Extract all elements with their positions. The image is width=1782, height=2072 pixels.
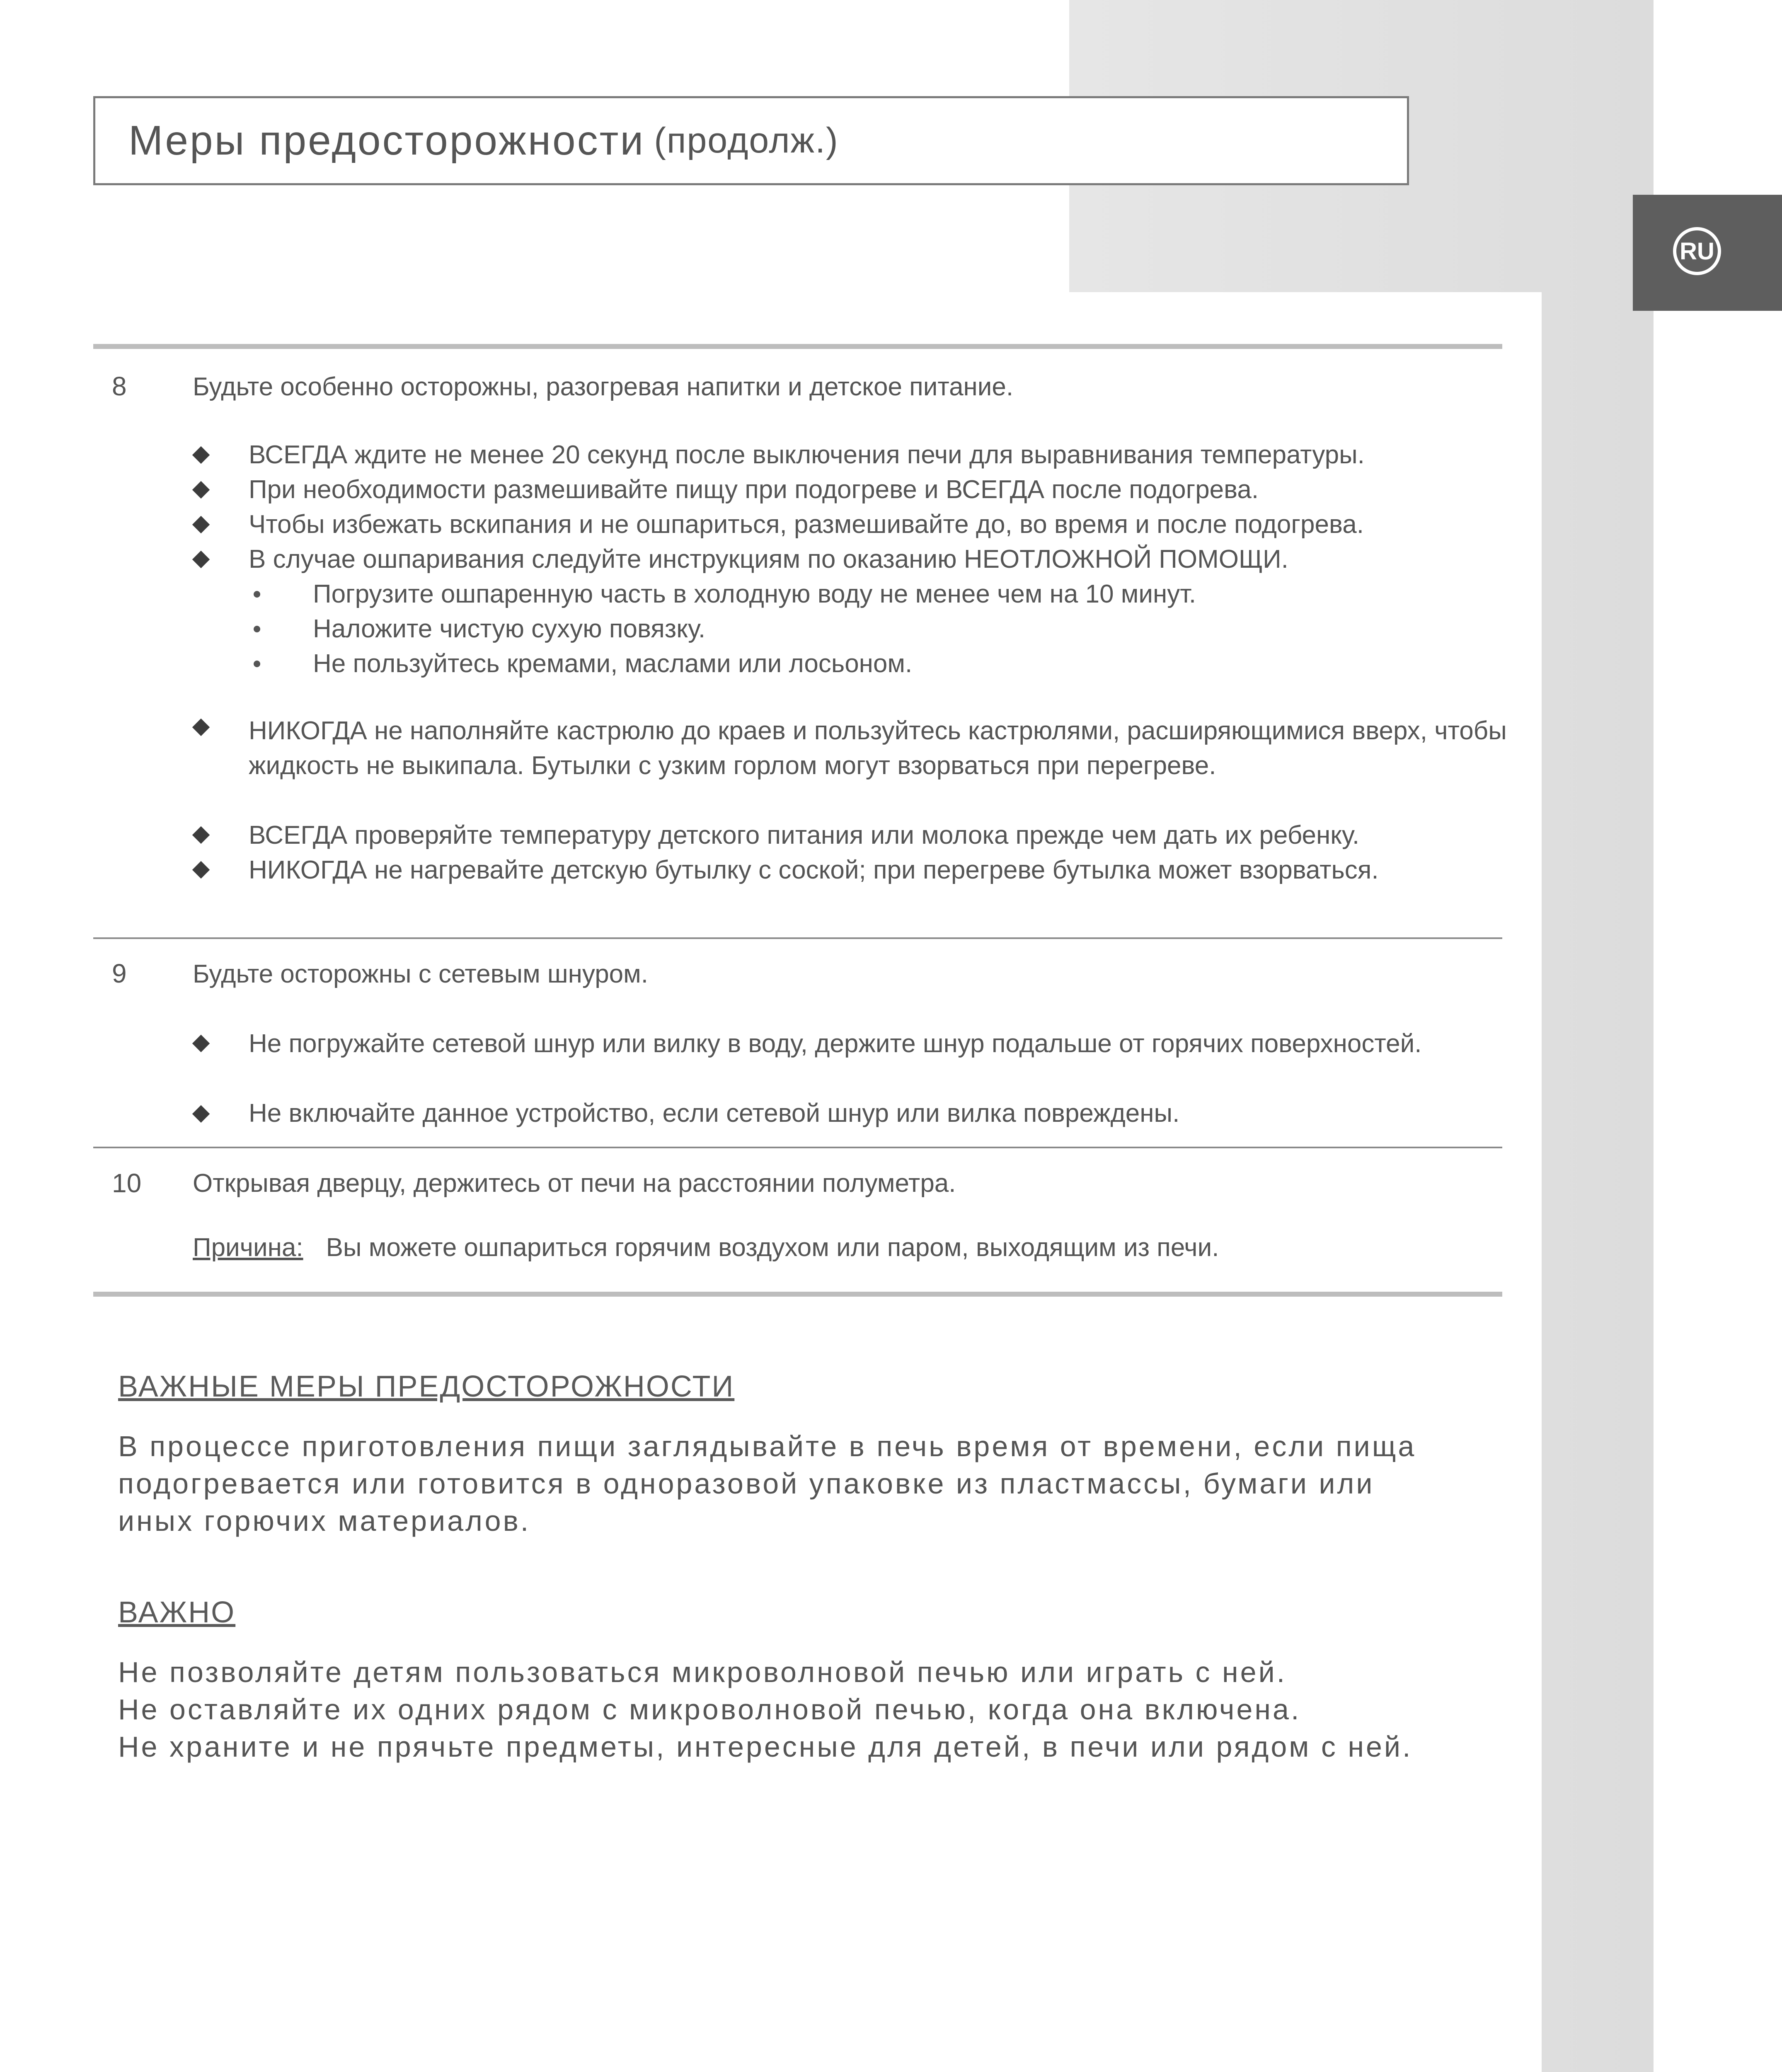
important-precautions-heading: ВАЖНЫЕ МЕРЫ ПРЕДОСТОРОЖНОСТИ: [118, 1370, 735, 1403]
diamond-bullet-icon: [192, 861, 210, 879]
diamond-bullet-icon: [192, 826, 210, 844]
important-line-3: Не храните и не прячьте предметы, интересные для детей, в печи или рядом с ней.: [118, 1731, 1413, 1763]
item-8-bullet-6: ВСЕГДА проверяйте температуру детского питания или молока прежде чем дать их ребенку.: [249, 821, 1360, 850]
diamond-bullet-icon: [192, 1035, 210, 1052]
item-8-sub-bullet-3: Не пользуйтесь кремами, маслами или лосьоном.: [313, 649, 913, 678]
item-10-reason: [193, 1233, 1219, 1262]
item-divider: [93, 1147, 1502, 1148]
diamond-bullet-icon: [192, 516, 210, 533]
reason-text: Вы можете ошпариться горячим воздухом или паром, выходящим из печи.: [326, 1233, 1219, 1262]
important-precautions-line-2: подогревается или готовится в одноразовой упаковке из пластмассы, бумаги или: [118, 1467, 1375, 1500]
important-line-1: Не позволяйте детям пользоваться микроволновой печью или играть с ней.: [118, 1656, 1287, 1688]
item-10-lead: Открывая дверцу, держитесь от печи на расстоянии полуметра.: [193, 1169, 956, 1198]
item-8-bullet-7: НИКОГДА не нагревайте детскую бутылку с соской; при перегреве бутылка может взорваться.: [249, 856, 1379, 884]
dot-bullet-icon: [254, 661, 260, 667]
item-8-sub-bullet-2: Наложите чистую сухую повязку.: [313, 615, 706, 643]
item-9-bullet-2: Не включайте данное устройство, если сетевой шнур или вилка повреждены.: [249, 1099, 1180, 1128]
section-top-rule: [93, 344, 1502, 349]
item-8-lead: Будьте особенно осторожны, разогревая напитки и детское питание.: [193, 373, 1014, 401]
diamond-bullet-icon: [192, 719, 210, 736]
page-title: Меры предосторожности: [128, 117, 645, 164]
diamond-bullet-icon: [192, 446, 210, 464]
important-line-2: Не оставляйте их одних рядом с микроволновой печью, когда она включена.: [118, 1693, 1301, 1726]
item-8-bullet-1: ВСЕГДА ждите не менее 20 секунд после выключения печи для выравнивания температуры.: [249, 441, 1365, 469]
item-8-bullet-5: НИКОГДА не наполняйте кастрюлю до краев и пользуйтесь кастрюлями, расширяющимися вверх, чтобы жидкость не выкипала. Бутылки с узким горлом могут взорваться при перегреве.: [249, 716, 1507, 780]
dot-bullet-icon: [254, 626, 260, 632]
item-divider: [93, 937, 1502, 939]
reason-label: Причина:: [193, 1233, 303, 1262]
item-number-10: 10: [112, 1168, 142, 1198]
important-precautions-line-1: В процессе приготовления пищи заглядывайте в печь время от времени, если пища: [118, 1430, 1416, 1462]
important-precautions-line-3: иных горючих материалов.: [118, 1505, 531, 1537]
item-number-8: 8: [112, 371, 127, 401]
diamond-bullet-icon: [192, 481, 210, 499]
item-8-bullet-2: При необходимости размешивайте пищу при подогреве и ВСЕГДА после подогрева.: [249, 475, 1259, 504]
diamond-bullet-icon: [192, 551, 210, 568]
diamond-bullet-icon: [192, 1105, 210, 1123]
dot-bullet-icon: [254, 591, 260, 598]
item-9-lead: Будьте осторожны с сетевым шнуром.: [193, 960, 649, 988]
item-8-sub-bullet-1: Погрузите ошпаренную часть в холодную воду не менее чем на 10 минут.: [313, 580, 1196, 608]
page-title-box: [93, 96, 1409, 185]
section-bottom-rule: [93, 1292, 1502, 1297]
item-8-bullet-3: Чтобы избежать вскипания и не ошпариться, размешивайте до, во время и после подогрева.: [249, 510, 1364, 539]
item-9-bullet-1: Не погружайте сетевой шнур или вилку в воду, держите шнур подальше от горячих поверхностей.: [249, 1029, 1422, 1058]
important-heading: ВАЖНО: [118, 1596, 236, 1629]
item-8-bullet-4: В случае ошпаривания следуйте инструкциям по оказанию НЕОТЛОЖНОЙ ПОМОЩИ.: [249, 545, 1288, 574]
page-subtitle: (продолж.): [654, 121, 839, 160]
language-badge: RU: [1673, 227, 1721, 275]
item-number-9: 9: [112, 959, 127, 988]
